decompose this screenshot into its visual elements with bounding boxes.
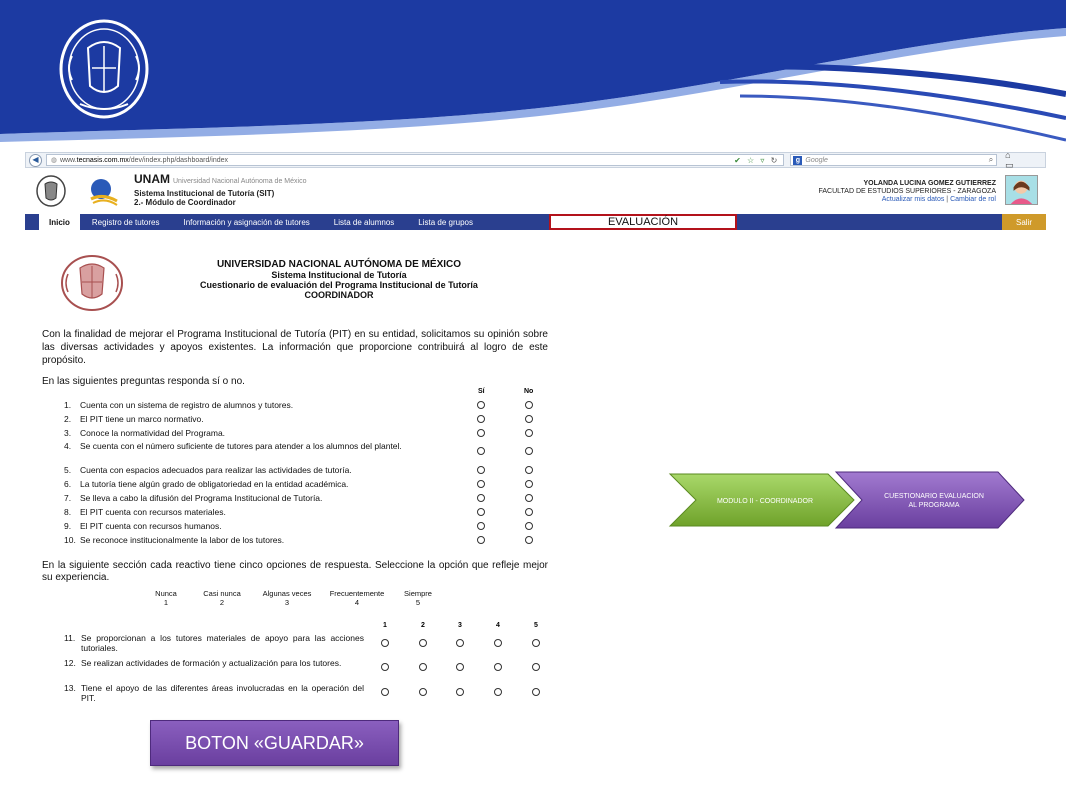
radio-scale[interactable] [456,688,464,696]
step-cuestionario-label-line2: AL PROGRAMA [908,502,960,509]
radio-scale[interactable] [532,688,540,696]
scale-label [196,589,248,607]
scale-question-row [64,683,364,703]
radio-scale[interactable] [456,639,464,647]
url-prefix: www. [59,156,77,164]
question-number: 6. [64,479,72,489]
radio-no[interactable] [525,536,533,544]
radio-no[interactable] [525,494,533,502]
logout-button[interactable]: Salir [1002,214,1046,230]
radio-no[interactable] [525,447,533,455]
column-header-si: Sí [478,388,485,395]
home-icon[interactable]: ⌂ ▭ [1005,149,1022,170]
yes-no-instruction: En las siguientes preguntas responda sí o no. [42,376,245,387]
app-title [134,172,307,207]
app-name-full: Universidad Nacional Autónoma de México [173,178,307,185]
question-number: 13. [64,683,76,693]
radio-scale[interactable] [494,688,502,696]
scale-label-value: 2 [219,598,225,607]
back-arrow-icon[interactable]: ◀ [29,154,42,167]
radio-scale[interactable] [381,688,389,696]
question-number: 5. [64,465,72,475]
question-text: Se cuenta con el número suficiente de tutores para atender a los alumnos del plantel. [80,441,402,451]
question-text: La tutoría tiene algún grado de obligatoriedad en la entidad académica. [80,479,349,489]
scale-label-text: Frecuentemente [329,589,385,598]
scale-label-text: Nunca [155,589,177,598]
scale-question-row [64,658,364,668]
url-domain: tecnasis.com.mx [76,156,129,164]
scale-label-text: Casi nunca [203,589,241,598]
radio-si[interactable] [477,522,485,530]
scale-label [398,589,438,607]
radio-scale[interactable] [381,663,389,671]
question-row [64,479,464,489]
question-text: Se proporcionan a los tutores materiales de apoyo para las acciones tutoriales. [81,633,364,653]
scale-instruction: En la siguiente sección cada reactivo tiene cinco opciones de respuesta. Seleccione la opción que refleje mejor su experiencia. [42,560,548,583]
url-path: /dev/index.php/dashboard/index [128,156,229,164]
question-text: Conoce la normatividad del Programa. [80,428,226,438]
user-name: YOLANDA LUCINA GOMEZ GUTIERREZ [863,180,996,187]
unam-seal-logo [58,18,150,120]
radio-scale[interactable] [419,688,427,696]
radio-scale[interactable] [419,639,427,647]
question-row [64,493,464,503]
scale-label-text: Algunas veces [262,589,312,598]
save-button[interactable]: BOTON «GUARDAR» [150,720,399,766]
question-number: 9. [64,521,72,531]
question-row [64,465,464,475]
form-heading [150,260,528,300]
radio-scale[interactable] [532,663,540,671]
radio-scale[interactable] [494,663,502,671]
radio-scale[interactable] [456,663,464,671]
slide-header-swoosh [0,0,1066,150]
radio-scale[interactable] [419,663,427,671]
radio-no[interactable] [525,480,533,488]
avatar[interactable] [1005,175,1038,205]
process-chevrons [668,470,1028,530]
radio-no[interactable] [525,522,533,530]
question-text: Se lleva a cabo la difusión del Programa Institucional de Tutoría. [80,493,323,503]
radio-si[interactable] [477,480,485,488]
bookmark-star-icon[interactable]: ✔ ☆ ▿ ↻ [734,156,780,165]
form-title-system: Sistema Institucional de Tutoría [271,270,407,280]
question-text: Se realizan actividades de formación y actualización para los tutores. [81,658,342,668]
question-number: 12. [64,658,76,668]
change-role-link[interactable]: Cambiar de rol [950,196,996,203]
unam-logo-icon [35,175,67,207]
main-nav [25,214,1046,230]
question-row [64,414,464,424]
step-cuestionario-label-line1: CUESTIONARIO EVALUACION [884,493,984,500]
radio-si[interactable] [477,415,485,423]
globe-icon: ◍ [50,157,57,164]
radio-scale[interactable] [381,639,389,647]
question-number: 8. [64,507,72,517]
question-number: 2. [64,414,72,424]
app-module: 2.- Módulo de Coordinador [134,198,236,207]
nav-registro-tutores[interactable]: Registro de tutores [91,217,160,227]
radio-scale[interactable] [494,639,502,647]
radio-scale[interactable] [532,639,540,647]
question-number: 10. [64,535,76,545]
browser-toolbar [25,149,1046,170]
nav-lista-alumnos[interactable]: Lista de alumnos [333,217,395,227]
scale-label-value: 3 [284,598,290,607]
form-title-questionnaire: Cuestionario de evaluación del Programa Institucional de Tutoría [200,280,478,290]
question-text: El PIT tiene un marco normativo. [80,414,204,424]
question-number: 1. [64,400,72,410]
scale-column-number: 2 [421,622,425,629]
question-row [64,441,464,451]
form-intro: Con la finalidad de mejorar el Programa Institucional de Tutoría (PIT) en su entidad, solicitamos su opinión sobre las diversas actividades y apoyos existentes. La información que proporcione contribuirá al logro de este propósito. [42,329,548,366]
question-text: El PIT cuenta con recursos materiales. [80,507,226,517]
question-number: 3. [64,428,72,438]
question-number: 11. [64,633,76,643]
user-faculty: FACULTAD DE ESTUDIOS SUPERIORES - ZARAGOZA [818,188,996,195]
question-text: Cuenta con un sistema de registro de alumnos y tutores. [80,400,294,410]
radio-si[interactable] [477,401,485,409]
question-row [64,400,464,410]
form-title-role: COORDINADOR [304,290,374,300]
radio-si[interactable] [477,447,485,455]
nav-lista-grupos[interactable]: Lista de grupos [418,217,473,227]
scale-label-value: 1 [163,598,169,607]
app-system: Sistema Institucional de Tutoría (SIT) [134,189,275,198]
scale-label [254,589,320,607]
form-title-university: UNIVERSIDAD NACIONAL AUTÓNOMA DE MÉXICO [216,259,462,270]
scale-label [324,589,390,607]
step-cuestionario-chevron [836,472,1024,528]
radio-si[interactable] [477,429,485,437]
app-name: UNAM [134,172,170,186]
column-header-no: No [524,388,534,395]
nav-inicio[interactable]: Inicio [39,214,80,230]
scale-label-text: Siempre [404,589,432,598]
address-bar[interactable] [46,154,785,166]
question-row [64,521,464,531]
radio-no[interactable] [525,429,533,437]
radio-si[interactable] [477,466,485,474]
radio-no[interactable] [525,466,533,474]
google-icon: g [793,156,802,165]
link-separator: | [944,196,951,203]
question-text: Cuenta con espacios adecuados para realizar las actividades de tutoría. [80,465,352,475]
question-row [64,428,464,438]
scale-label-value: 4 [354,598,360,607]
scale-column-number: 1 [383,622,387,629]
question-number: 4. [64,441,72,451]
scale-column-number: 5 [534,622,538,629]
nav-informacion-asignacion[interactable]: Información y asignación de tutores [183,217,310,227]
question-text: El PIT cuenta con recursos humanos. [80,521,222,531]
scale-label [146,589,186,607]
fes-zaragoza-logo-icon [87,175,119,207]
nav-evaluacion[interactable]: EVALUACIÓN [549,214,737,230]
question-number: 7. [64,493,72,503]
radio-no[interactable] [525,401,533,409]
search-input[interactable] [790,154,997,166]
user-info [819,180,997,204]
scale-question-row [64,633,364,653]
radio-si[interactable] [477,536,485,544]
scale-label-value: 5 [415,598,421,607]
step-modulo-label: MODULO II - COORDINADOR [716,498,814,505]
scale-column-number: 3 [458,622,462,629]
question-row [64,535,464,545]
question-row [64,507,464,517]
radio-no[interactable] [525,508,533,516]
question-text: Se reconoce institucionalmente la labor de los tutores. [80,535,285,545]
radio-no[interactable] [525,415,533,423]
search-icon[interactable]: ⌕ [988,155,994,164]
radio-si[interactable] [477,508,485,516]
question-text: Tiene el apoyo de las diferentes áreas involucradas en la operación del PIT. [81,683,364,703]
scale-column-number: 4 [496,622,500,629]
unam-form-seal-logo [60,254,124,312]
search-placeholder: Google [805,156,828,164]
update-data-link[interactable]: Actualizar mis datos [881,196,945,203]
radio-si[interactable] [477,494,485,502]
app-header [25,169,1046,213]
